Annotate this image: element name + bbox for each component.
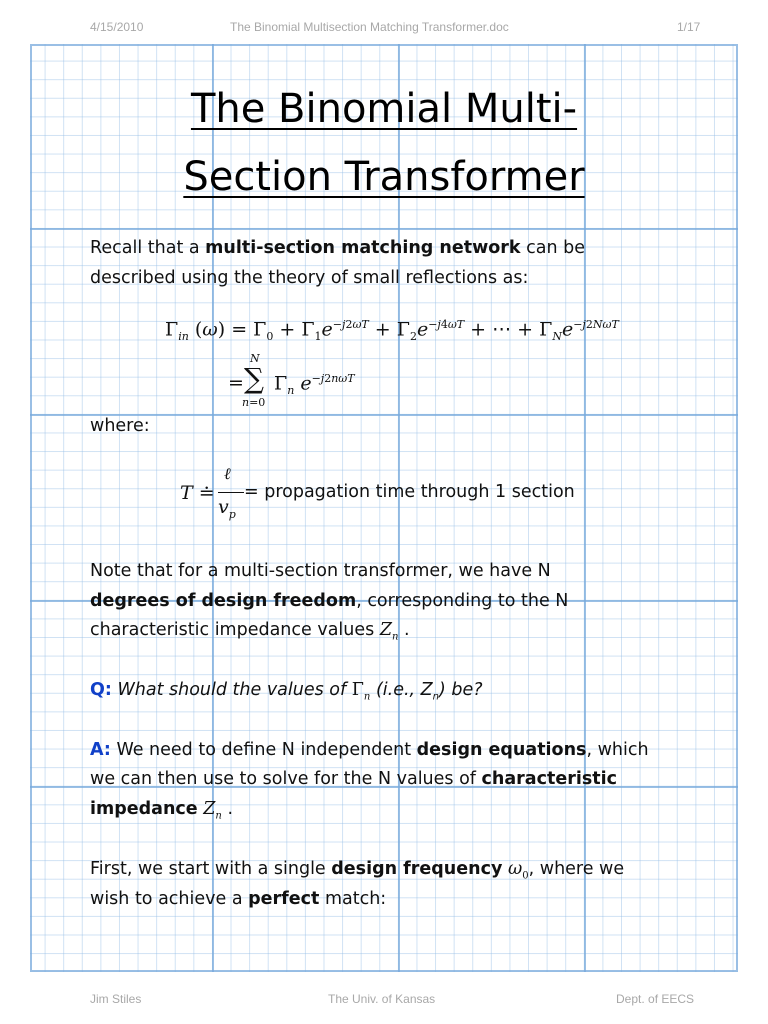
note-paragraph-line-1: Note that for a multi-section transformer, we have N bbox=[90, 561, 551, 581]
reflection-equation-line-1: $\Gamma_{in}$ $(\omega) = \Gamma_0 + \Gamma_1e^{-j2\omega T} + \Gamma_2e^{-j4\omega T}$ + ⋯ + $\Gamma_Ne^{-j2N\omega T}$ bbox=[165, 318, 619, 344]
recall-paragraph-line-2: described using the theory of small reflections as: bbox=[90, 268, 529, 288]
recall-paragraph-line-1: Recall that a multi-section matching network can be bbox=[90, 238, 585, 258]
question-line: Q: What should the values of $\Gamma_n$ (i.e., $Z_n$) be? bbox=[90, 680, 483, 703]
propagation-time-text: = propagation time through 1 section bbox=[244, 482, 575, 502]
title-line-1: The Binomial Multi- bbox=[190, 86, 578, 132]
footer-university: The Univ. of Kansas bbox=[328, 992, 436, 1006]
answer-line-1: A: We need to define N independent design equations, which bbox=[90, 740, 649, 760]
answer-line-3: impedance $Z_n$ . bbox=[90, 799, 234, 822]
header-filename: The Binomial Multisection Matching Transformer.doc bbox=[230, 20, 509, 34]
header-date: 4/15/2010 bbox=[90, 20, 144, 34]
answer-line-2: we can then use to solve for the N values of characteristic bbox=[90, 769, 618, 789]
page-footer bbox=[0, 992, 768, 1008]
page-header bbox=[0, 20, 768, 36]
where-label: where: bbox=[90, 416, 150, 436]
note-paragraph-line-2: degrees of design freedom, corresponding to the N bbox=[90, 591, 569, 611]
header-page-number: 1/17 bbox=[677, 20, 701, 34]
first-paragraph-line-2: wish to achieve a perfect match: bbox=[90, 889, 387, 909]
title-line-2: Section Transformer bbox=[183, 154, 585, 200]
footer-department: Dept. of EECS bbox=[616, 992, 695, 1006]
note-paragraph-line-3: characteristic impedance values $Z_n$ . bbox=[90, 620, 410, 643]
footer-author: Jim Stiles bbox=[90, 992, 142, 1006]
first-paragraph-line-1: First, we start with a single design frequency $\omega_0$, where we bbox=[90, 859, 625, 882]
